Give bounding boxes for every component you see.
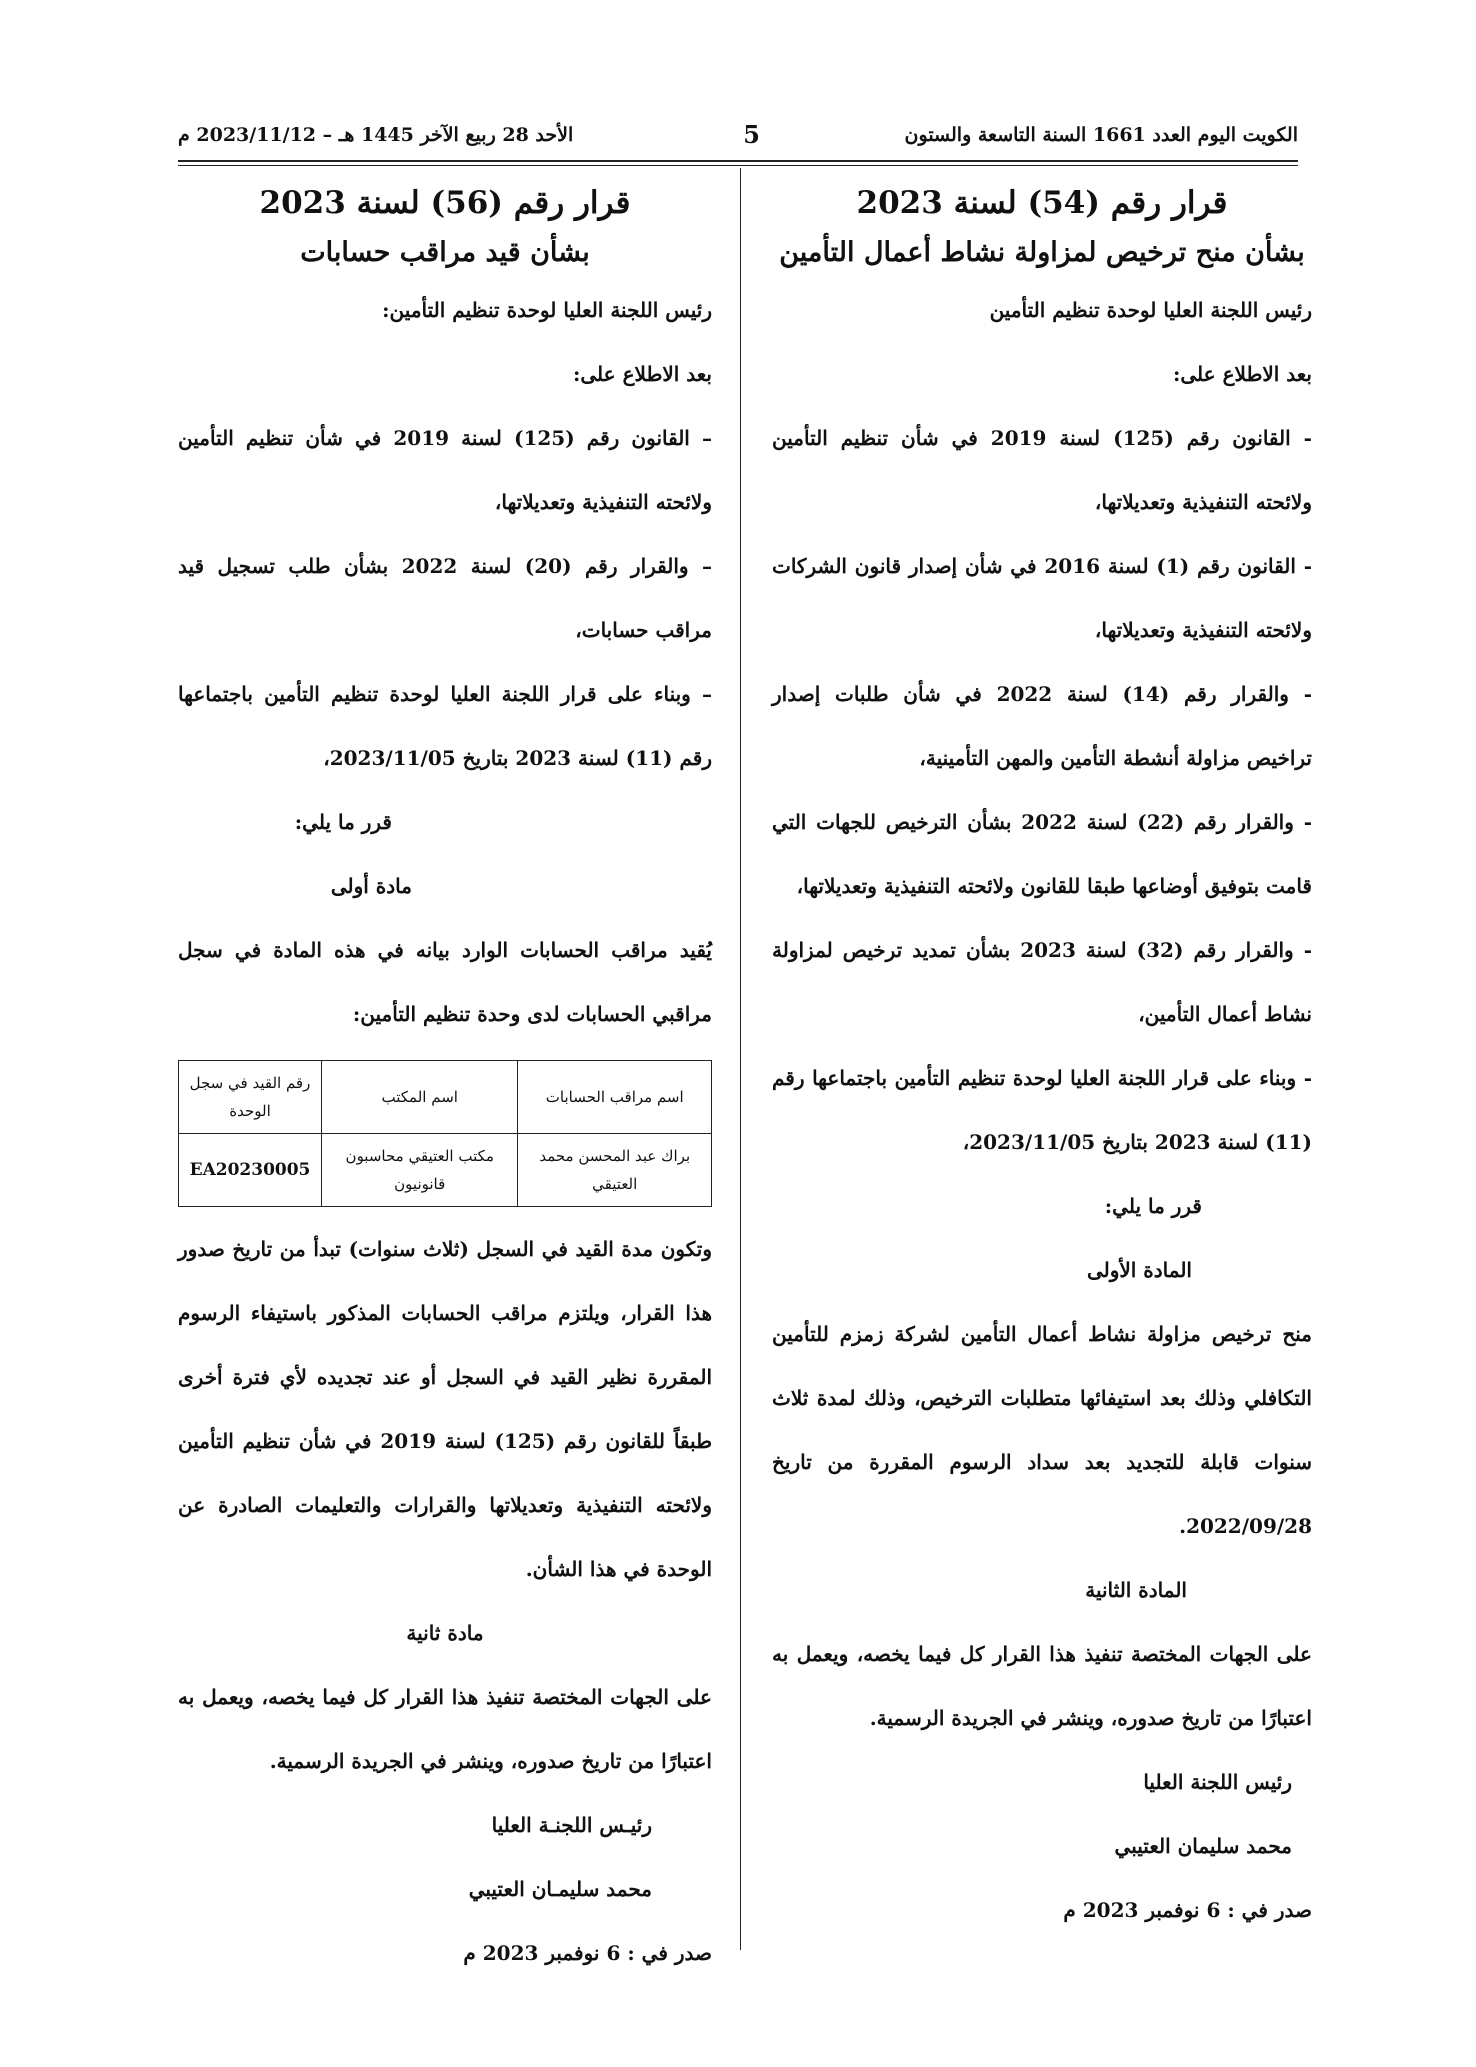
auditor-registration-table bbox=[178, 1060, 712, 1207]
issued-date: صدر في : 6 نوفمبر 2023 م bbox=[463, 1941, 712, 1965]
decision-subtitle: بشأن قيد مراقب حسابات bbox=[300, 237, 590, 268]
page-number: 5 bbox=[743, 120, 760, 149]
header-rule-thin bbox=[178, 165, 1298, 166]
preamble-item: - والقرار رقم (14) لسنة 2022 في شأن طلبات إصدار تراخيص مزاولة أنشطة التأمين والمهن التأمينية، bbox=[772, 682, 1313, 770]
issuer-line: رئيس اللجنة العليا لوحدة تنظيم التأمين: bbox=[382, 298, 712, 322]
article-1-text: يُقيد مراقب الحسابات الوارد بيانه في هذه المادة في سجل مراقبي الحسابات لدى وحدة تنظيم التأمين: bbox=[178, 938, 712, 1026]
article-2-title: مادة ثانية bbox=[406, 1621, 484, 1645]
header-rule-thick bbox=[178, 160, 1298, 162]
table-row bbox=[179, 1134, 712, 1207]
article-2-text: على الجهات المختصة تنفيذ هذا القرار كل فيما يخصه، ويعمل به اعتبارًا من تاريخ صدوره، وينشر في الجريدة الرسمية. bbox=[178, 1685, 712, 1773]
table-header-cell: رقم القيد في سجل الوحدة bbox=[179, 1061, 322, 1134]
decision-subtitle: بشأن منح ترخيص لمزاولة نشاط أعمال التأمين bbox=[779, 237, 1305, 268]
decided-line: قرر ما يلي: bbox=[1104, 1194, 1202, 1218]
table-header-row bbox=[179, 1061, 712, 1134]
office-name-cell: مكتب العتيقي محاسبون قانونيون bbox=[322, 1134, 518, 1207]
gazette-issue: الكويت اليوم العدد 1661 السنة التاسعة والستون bbox=[904, 124, 1298, 146]
preamble-item: - القانون رقم (1) لسنة 2016 في شأن إصدار قانون الشركات ولائحته التنفيذية وتعديلاتها، bbox=[772, 554, 1312, 642]
signature-name: محمد سليمان العتيبي bbox=[1114, 1834, 1292, 1858]
registration-number-cell: EA20230005 bbox=[179, 1134, 322, 1207]
preamble-item: – وبناء على قرار اللجنة العليا لوحدة تنظيم التأمين باجتماعها رقم (11) لسنة 2023 بتاريخ 2023/11/05، bbox=[178, 682, 712, 770]
preamble-item: - وبناء على قرار اللجنة العليا لوحدة تنظيم التأمين باجتماعها رقم (11) لسنة 2023 بتاريخ 2023/11/05، bbox=[772, 1066, 1312, 1154]
decision-title: قرار رقم (54) لسنة 2023 bbox=[856, 185, 1228, 221]
preamble-item: - والقرار رقم (32) لسنة 2023 بشأن تمديد ترخيص لمزاولة نشاط أعمال التأمين، bbox=[772, 938, 1312, 1026]
page-header bbox=[178, 118, 1298, 158]
auditor-name-cell: براك عبد المحسن محمد العتيقي bbox=[518, 1134, 712, 1207]
after-review-line: بعد الاطلاع على: bbox=[573, 362, 712, 386]
preamble-item: - والقرار رقم (22) لسنة 2022 بشأن الترخيص للجهات التي قامت بتوفيق أوضاعها طبقا للقانون ولائحته التنفيذية وتعديلاتها، bbox=[772, 810, 1312, 898]
article-2-text: على الجهات المختصة تنفيذ هذا القرار كل فيما يخصه، ويعمل به اعتبارًا من تاريخ صدوره، وينشر في الجريدة الرسمية. bbox=[772, 1642, 1312, 1730]
signature-title: رئيس اللجنة العليا bbox=[1143, 1770, 1292, 1794]
article-1-title: المادة الأولى bbox=[1086, 1258, 1192, 1282]
issue-date: الأحد 28 ربيع الآخر 1445 هـ – 2023/11/12 م bbox=[178, 124, 574, 146]
table-header-cell: اسم مراقب الحسابات bbox=[518, 1061, 712, 1134]
preamble-item: – القانون رقم (125) لسنة 2019 في شأن تنظيم التأمين ولائحته التنفيذية وتعديلاتها، bbox=[178, 426, 712, 514]
column-divider bbox=[740, 168, 741, 1950]
issued-date: صدر في : 6 نوفمبر 2023 م bbox=[1063, 1898, 1312, 1922]
decision-title: قرار رقم (56) لسنة 2023 bbox=[259, 185, 631, 221]
decided-line: قرر ما يلي: bbox=[294, 810, 392, 834]
preamble-item: - القانون رقم (125) لسنة 2019 في شأن تنظيم التأمين ولائحته التنفيذية وتعديلاتها، bbox=[772, 426, 1312, 514]
preamble-item: – والقرار رقم (20) لسنة 2022 بشأن طلب تسجيل قيد مراقب حسابات، bbox=[178, 554, 713, 642]
table-header-cell: اسم المكتب bbox=[322, 1061, 518, 1134]
signature-title: رئيـس اللجنـة العليا bbox=[491, 1813, 652, 1837]
article-2-title: المادة الثانية bbox=[1085, 1578, 1187, 1602]
after-review-line: بعد الاطلاع على: bbox=[1173, 362, 1312, 386]
signature-name: محمد سليمـان العتيبي bbox=[468, 1877, 652, 1901]
issuer-line: رئيس اللجنة العليا لوحدة تنظيم التأمين bbox=[989, 298, 1312, 322]
decision-56-column bbox=[178, 178, 712, 1985]
article-1-text: منح ترخيص مزاولة نشاط أعمال التأمين لشركة زمزم للتأمين التكافلي وذلك بعد استيفائها متطلبات الترخيص، وذلك لمدة ثلاث سنوات قابلة للتجديد بعد سداد الرسوم المقررة من تاريخ 2022/09/28. bbox=[772, 1322, 1312, 1538]
article-1-title: مادة أولى bbox=[330, 874, 412, 898]
decision-54-column bbox=[772, 178, 1312, 1942]
article-1-continuation: وتكون مدة القيد في السجل (ثلاث سنوات) تبدأ من تاريخ صدور هذا القرار، ويلتزم مراقب الحسابات المذكور باستيفاء الرسوم المقررة نظير القيد في السجل أو عند تجديده لأي فترة أخرى طبقاً للقانون رقم (125) لسنة 2019 في شأن تنظيم التأمين ولائحته التنفيذية وتعديلاتها والقرارات والتعليمات الصادرة عن الوحدة في هذا الشأن. bbox=[178, 1237, 712, 1581]
